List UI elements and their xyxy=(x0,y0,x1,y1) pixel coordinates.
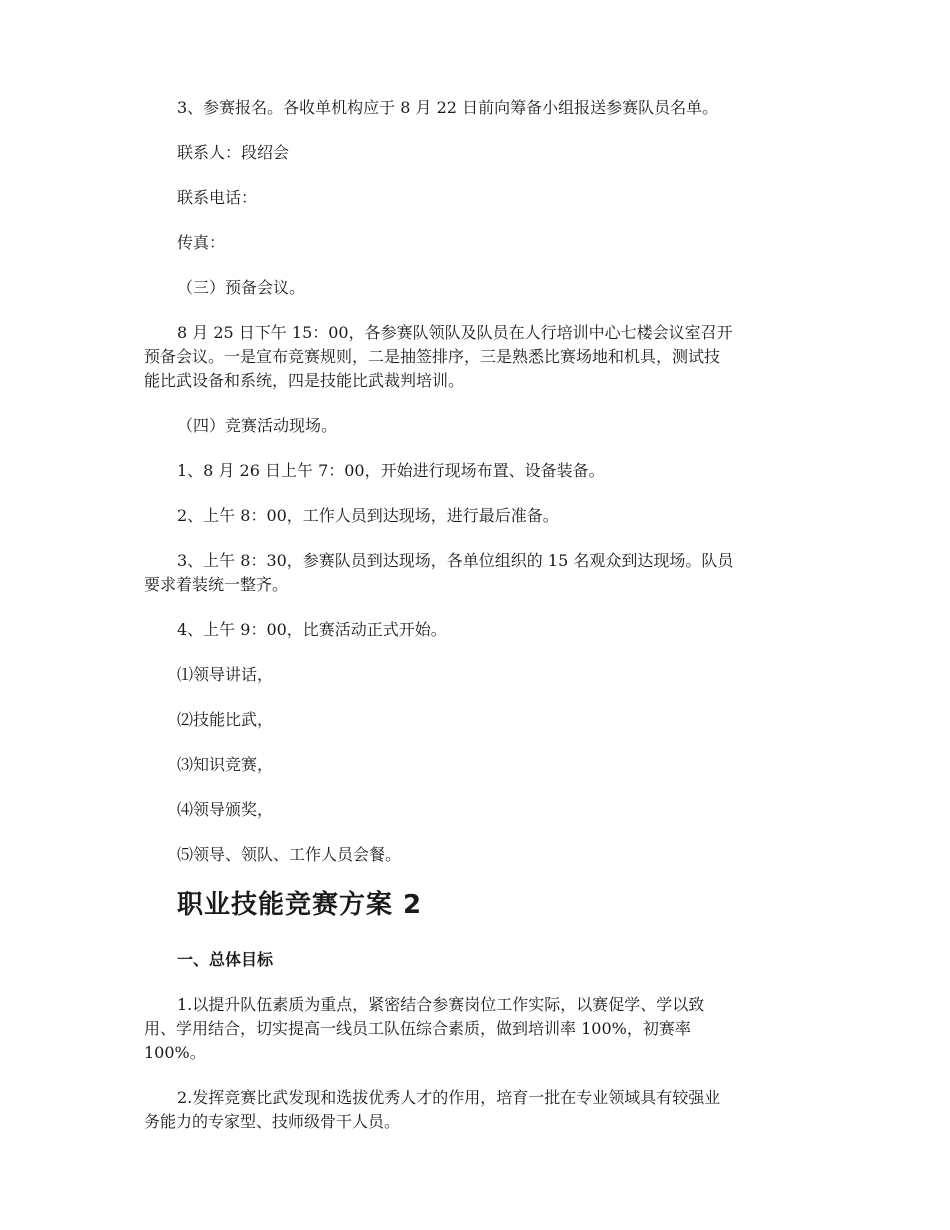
document-content xyxy=(144,96,813,1155)
meeting-heading: （三）预备会议。 xyxy=(177,278,306,297)
site-item xyxy=(177,459,813,483)
goal-item xyxy=(144,993,813,1065)
goal-item-line: 2.发挥竞赛比武发现和选拔优秀人才的作用，培育一批在专业领域具有较强业 xyxy=(177,1088,721,1107)
agenda-item: ⑷领导颁奖， xyxy=(177,800,274,819)
goal-item-line: 100%。 xyxy=(144,1043,206,1062)
contact-fax: 传真： xyxy=(177,233,226,252)
site-item-line: 2、上午 8：00，工作人员到达现场，进行最后准备。 xyxy=(177,506,559,525)
plan2-title: 职业技能竞赛方案 2 xyxy=(177,890,423,920)
meeting-paragraph xyxy=(144,321,813,393)
goal-item-line: 1.以提升队伍素质为重点，紧密结合参赛岗位工作实际，以赛促学、学以致 xyxy=(177,995,705,1014)
meeting-paragraph-line: 预备会议。一是宣布竞赛规则，二是抽签排序，三是熟悉比赛场地和机具，测试技 xyxy=(144,347,721,366)
agenda-item: ⑴领导讲话， xyxy=(177,665,274,684)
meeting-paragraph-line: 能比武设备和系统，四是技能比武裁判培训。 xyxy=(144,371,465,390)
agenda-item: ⑶知识竞赛， xyxy=(177,755,274,774)
site-item xyxy=(177,504,813,528)
goal-item-line: 务能力的专家型、技师级骨干人员。 xyxy=(144,1112,401,1131)
agenda-item: ⑵技能比武， xyxy=(177,710,274,729)
goal-heading: 一、总体目标 xyxy=(177,950,274,969)
registration-item: 3、参赛报名。各收单机构应于 8 月 22 日前向筹备小组报送参赛队员名单。 xyxy=(177,98,719,117)
site-item-line: 1、8 月 26 日上午 7：00，开始进行现场布置、设备装备。 xyxy=(177,461,605,480)
site-item-line: 4、上午 9：00，比赛活动正式开始。 xyxy=(177,620,447,639)
meeting-paragraph-line: 8 月 25 日下午 15：00，各参赛队领队及队员在人行培训中心七楼会议室召开 xyxy=(177,323,733,342)
site-item xyxy=(144,549,813,597)
site-item-line: 3、上午 8：30，参赛队员到达现场，各单位组织的 15 名观众到达现场。队员 xyxy=(177,551,734,570)
contact-person: 联系人：段绍会 xyxy=(177,143,290,162)
agenda-item: ⑸领导、领队、工作人员会餐。 xyxy=(177,845,402,864)
contact-phone: 联系电话： xyxy=(177,188,258,207)
goal-item xyxy=(144,1086,813,1134)
goal-item-line: 用、学用结合，切实提高一线员工队伍综合素质，做到培训率 100%，初赛率 xyxy=(144,1019,691,1038)
site-heading: （四）竞赛活动现场。 xyxy=(177,416,338,435)
site-item xyxy=(177,618,813,642)
site-item-line: 要求着装统一整齐。 xyxy=(144,575,289,594)
